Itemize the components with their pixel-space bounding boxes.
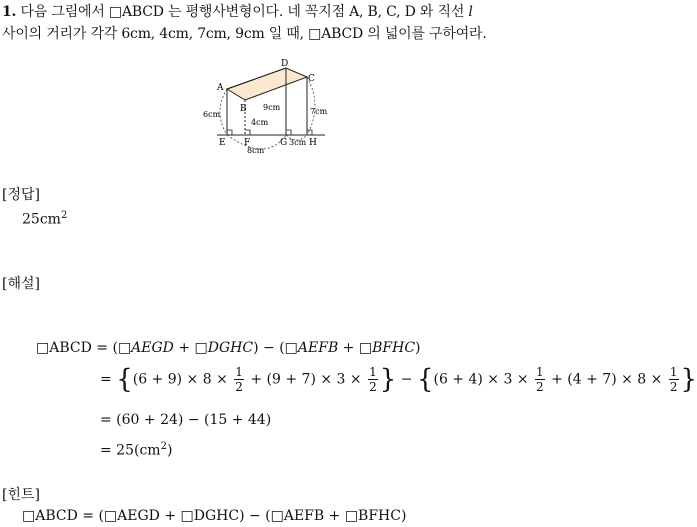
explanation-line-3: = (60 + 24) − (15 + 44): [100, 412, 272, 428]
label-D: D: [281, 59, 289, 69]
answer-text: 25cm: [22, 211, 61, 228]
explanation-line-4: = $25(cm^2)$: [100, 441, 173, 459]
question-number: 1.: [2, 4, 17, 20]
distance-C: 7cm: [310, 107, 328, 116]
fraction-half-3: $\frac{1}{2}$: [536, 365, 544, 394]
explanation-line-2: = {(6 + 9) × 8 × $\frac{1}{2}$ + (9 + 7) × 3 × $\frac{1}{2}$ } − {(6 + 4) × 3 × $\frac{1}{2}$ + (4 + 7) × 8 × $\frac{1}{2}$ }: [100, 364, 697, 395]
bottom-EG: 8cm: [247, 146, 265, 155]
explanation-line-1: □ABCD = (□AEGD + □DGHC) − (□AEFB + □BFHC): [36, 340, 421, 356]
label-H: H: [309, 138, 317, 148]
explanation-tag: [해설]: [2, 276, 40, 292]
parallelogram-figure: [195, 55, 335, 155]
label-B: B: [240, 104, 247, 114]
label-C: C: [308, 74, 315, 84]
bottom-GH: 3cm: [289, 138, 307, 147]
label-F: F: [244, 138, 251, 148]
fraction-half-1: $\frac{1}{2}$: [235, 365, 243, 394]
distance-A: 6cm: [203, 110, 221, 119]
distance-D: 9cm: [263, 103, 281, 112]
hint-text: □ABCD = (□AEGD + □DGHC) − (□AEFB + □BFHC): [22, 508, 407, 524]
shaded-region: [227, 68, 307, 100]
label-E: E: [219, 138, 226, 148]
label-A: A: [217, 83, 224, 93]
fraction-half-2: $\frac{1}{2}$: [369, 365, 377, 394]
question-line-1: [2, 1, 473, 21]
answer-exponent: 2: [60, 210, 68, 221]
distance-B: 4cm: [251, 118, 269, 127]
hint-tag: [힌트]: [2, 487, 40, 503]
fraction-half-4: $\frac{1}{2}$: [669, 365, 678, 394]
question-line-2: 사이의 거리가 각각 6cm, 4cm, 7cm, 9cm 일 때, □ABCD 의 넓이를 구하여라.: [2, 26, 487, 42]
answer-tag: [정답]: [2, 187, 40, 203]
answer-value: [22, 210, 67, 228]
question-text-1: 다음 그림에서 □ABCD 는 평행사변형이다. 네 꼭지점 A, B, C, D 와 직선: [20, 4, 465, 20]
line-variable: l: [468, 4, 473, 20]
label-G: G: [280, 138, 288, 148]
